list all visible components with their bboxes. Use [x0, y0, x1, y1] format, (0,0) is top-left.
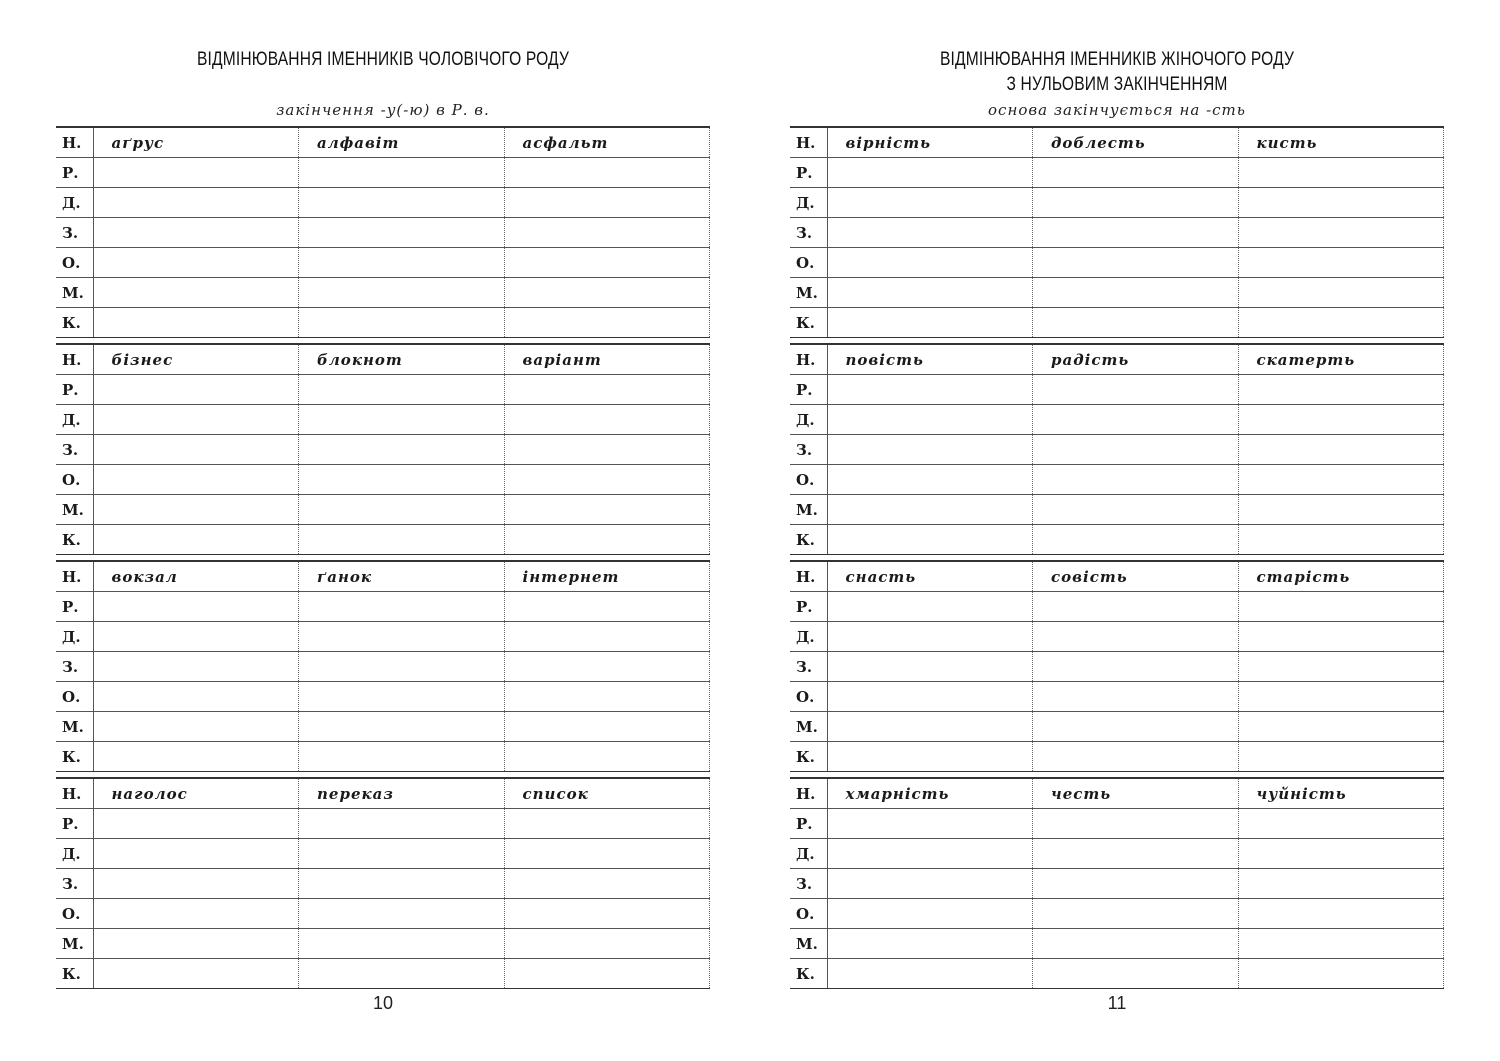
answer-cell[interactable] — [827, 188, 1033, 218]
answer-cell[interactable] — [1033, 495, 1239, 525]
answer-cell[interactable] — [1033, 839, 1239, 869]
case-row — [790, 809, 1444, 839]
case-label: Н. — [790, 561, 827, 592]
case-row — [790, 344, 1444, 375]
answer-cell[interactable] — [827, 899, 1033, 929]
answer-cell[interactable] — [93, 959, 299, 989]
case-label: О. — [790, 465, 827, 495]
answer-cell[interactable] — [504, 652, 710, 682]
answer-cell[interactable] — [299, 158, 505, 188]
case-row — [790, 435, 1444, 465]
answer-cell[interactable] — [93, 278, 299, 308]
left-page — [56, 0, 710, 1061]
case-label: О. — [56, 248, 93, 278]
answer-cell[interactable] — [299, 592, 505, 622]
page-title-line-2: З НУЛЬОВИМ ЗАКІНЧЕННЯМ — [1006, 74, 1228, 95]
answer-cell[interactable] — [1238, 959, 1444, 989]
noun-headword: совість — [1033, 561, 1239, 592]
answer-cell[interactable] — [1238, 682, 1444, 712]
case-label: Р. — [790, 592, 827, 622]
case-label: Д. — [56, 622, 93, 652]
answer-cell[interactable] — [504, 592, 710, 622]
answer-cell[interactable] — [93, 435, 299, 465]
answer-cell[interactable] — [1033, 525, 1239, 555]
answer-cell[interactable] — [299, 435, 505, 465]
case-label: Н. — [56, 778, 93, 809]
answer-cell[interactable] — [1238, 495, 1444, 525]
answer-cell[interactable] — [93, 308, 299, 338]
answer-cell[interactable] — [827, 405, 1033, 435]
answer-cell[interactable] — [1238, 218, 1444, 248]
answer-cell[interactable] — [1033, 218, 1239, 248]
answer-cell[interactable] — [1033, 158, 1239, 188]
case-row — [56, 435, 710, 465]
case-row — [790, 158, 1444, 188]
noun-headword: алфавіт — [299, 127, 505, 158]
answer-cell[interactable] — [827, 525, 1033, 555]
noun-headword: наголос — [93, 778, 299, 809]
case-row — [790, 278, 1444, 308]
answer-cell[interactable] — [1033, 652, 1239, 682]
answer-cell[interactable] — [299, 839, 505, 869]
noun-headword: асфальт — [504, 127, 710, 158]
case-label: Р. — [790, 375, 827, 405]
answer-cell[interactable] — [827, 465, 1033, 495]
case-label: О. — [790, 899, 827, 929]
answer-cell[interactable] — [299, 405, 505, 435]
answer-cell[interactable] — [504, 712, 710, 742]
answer-cell[interactable] — [1033, 188, 1239, 218]
answer-cell[interactable] — [1033, 592, 1239, 622]
declension-table — [790, 126, 1444, 338]
answer-cell[interactable] — [504, 809, 710, 839]
case-row — [790, 525, 1444, 555]
noun-headword: аґрус — [93, 127, 299, 158]
answer-cell[interactable] — [504, 308, 710, 338]
answer-cell[interactable] — [504, 465, 710, 495]
answer-cell[interactable] — [504, 742, 710, 772]
answer-cell[interactable] — [504, 495, 710, 525]
case-row — [56, 959, 710, 989]
answer-cell[interactable] — [93, 592, 299, 622]
answer-cell[interactable] — [504, 682, 710, 712]
case-row — [56, 278, 710, 308]
answer-cell[interactable] — [1033, 899, 1239, 929]
case-label: Д. — [790, 405, 827, 435]
case-label: О. — [56, 899, 93, 929]
noun-headword: інтернет — [504, 561, 710, 592]
case-label: К. — [790, 742, 827, 772]
case-row — [56, 622, 710, 652]
answer-cell[interactable] — [93, 929, 299, 959]
answer-cell[interactable] — [299, 652, 505, 682]
case-label: М. — [790, 712, 827, 742]
case-row — [56, 809, 710, 839]
answer-cell[interactable] — [1033, 869, 1239, 899]
page-number: 10 — [372, 993, 394, 1013]
answer-cell[interactable] — [1238, 248, 1444, 278]
case-row — [790, 869, 1444, 899]
answer-cell[interactable] — [504, 435, 710, 465]
answer-cell[interactable] — [299, 375, 505, 405]
case-label: М. — [790, 929, 827, 959]
answer-cell[interactable] — [827, 248, 1033, 278]
answer-cell[interactable] — [93, 248, 299, 278]
answer-cell[interactable] — [504, 899, 710, 929]
case-row — [790, 561, 1444, 592]
case-label: М. — [56, 278, 93, 308]
answer-cell[interactable] — [299, 959, 505, 989]
answer-cell[interactable] — [504, 525, 710, 555]
noun-headword: снасть — [827, 561, 1033, 592]
case-row — [790, 218, 1444, 248]
case-row — [790, 712, 1444, 742]
answer-cell[interactable] — [827, 375, 1033, 405]
declension-table — [790, 343, 1444, 555]
answer-cell[interactable] — [93, 712, 299, 742]
case-row — [56, 375, 710, 405]
case-label: К. — [56, 525, 93, 555]
case-label: Р. — [790, 809, 827, 839]
case-row — [790, 127, 1444, 158]
case-label: Р. — [56, 592, 93, 622]
case-label: О. — [56, 465, 93, 495]
answer-cell[interactable] — [827, 278, 1033, 308]
case-row — [790, 308, 1444, 338]
answer-cell[interactable] — [1033, 465, 1239, 495]
answer-cell[interactable] — [1238, 839, 1444, 869]
answer-cell[interactable] — [93, 495, 299, 525]
case-row — [56, 652, 710, 682]
case-row — [56, 188, 710, 218]
answer-cell[interactable] — [1033, 712, 1239, 742]
answer-cell[interactable] — [504, 218, 710, 248]
case-row — [56, 465, 710, 495]
case-row — [56, 158, 710, 188]
case-label: М. — [790, 495, 827, 525]
noun-headword: переказ — [299, 778, 505, 809]
case-label: К. — [56, 308, 93, 338]
answer-cell[interactable] — [827, 839, 1033, 869]
noun-headword: список — [504, 778, 710, 809]
case-label: Р. — [56, 375, 93, 405]
noun-headword: ґанок — [299, 561, 505, 592]
answer-cell[interactable] — [299, 278, 505, 308]
case-row — [790, 899, 1444, 929]
noun-headword: вірність — [827, 127, 1033, 158]
answer-cell[interactable] — [1033, 308, 1239, 338]
answer-cell[interactable] — [1033, 742, 1239, 772]
case-row — [790, 929, 1444, 959]
answer-cell[interactable] — [299, 742, 505, 772]
page-number: 11 — [1107, 993, 1127, 1013]
case-label: Р. — [56, 809, 93, 839]
case-label: Р. — [56, 158, 93, 188]
noun-headword: старість — [1238, 561, 1444, 592]
answer-cell[interactable] — [93, 375, 299, 405]
case-row — [790, 622, 1444, 652]
answer-cell[interactable] — [827, 622, 1033, 652]
answer-cell[interactable] — [1238, 308, 1444, 338]
answer-cell[interactable] — [93, 465, 299, 495]
case-label: Д. — [56, 839, 93, 869]
answer-cell[interactable] — [827, 435, 1033, 465]
case-label: Р. — [790, 158, 827, 188]
answer-cell[interactable] — [504, 839, 710, 869]
answer-cell[interactable] — [93, 218, 299, 248]
case-row — [790, 839, 1444, 869]
case-row — [790, 405, 1444, 435]
answer-cell[interactable] — [827, 218, 1033, 248]
answer-cell[interactable] — [299, 525, 505, 555]
case-row — [790, 742, 1444, 772]
case-row — [790, 495, 1444, 525]
case-row — [56, 344, 710, 375]
answer-cell[interactable] — [1033, 622, 1239, 652]
case-row — [56, 495, 710, 525]
noun-headword: бізнес — [93, 344, 299, 375]
answer-cell[interactable] — [827, 158, 1033, 188]
answer-cell[interactable] — [504, 869, 710, 899]
answer-cell[interactable] — [504, 929, 710, 959]
noun-headword: хмарність — [827, 778, 1033, 809]
case-label: К. — [56, 742, 93, 772]
case-row — [790, 682, 1444, 712]
answer-cell[interactable] — [1238, 405, 1444, 435]
answer-cell[interactable] — [1033, 809, 1239, 839]
page-subtitle: основа закінчується на -сть — [988, 101, 1246, 119]
case-row — [790, 248, 1444, 278]
case-label: М. — [56, 495, 93, 525]
answer-cell[interactable] — [93, 839, 299, 869]
case-row — [56, 218, 710, 248]
right-page — [790, 0, 1444, 1061]
answer-cell[interactable] — [1238, 929, 1444, 959]
declension-table — [790, 777, 1444, 989]
answer-cell[interactable] — [827, 308, 1033, 338]
answer-cell[interactable] — [827, 869, 1033, 899]
case-row — [56, 742, 710, 772]
answer-cell[interactable] — [1033, 959, 1239, 989]
answer-cell[interactable] — [93, 742, 299, 772]
case-row — [56, 525, 710, 555]
answer-cell[interactable] — [1238, 278, 1444, 308]
answer-cell[interactable] — [299, 929, 505, 959]
case-label: М. — [56, 929, 93, 959]
noun-headword: блокнот — [299, 344, 505, 375]
case-row — [790, 652, 1444, 682]
noun-headword: честь — [1033, 778, 1239, 809]
answer-cell[interactable] — [1238, 435, 1444, 465]
case-row — [790, 778, 1444, 809]
answer-cell[interactable] — [1238, 375, 1444, 405]
answer-cell[interactable] — [1033, 278, 1239, 308]
case-row — [56, 592, 710, 622]
case-label: К. — [790, 308, 827, 338]
declension-tables — [56, 126, 710, 994]
answer-cell[interactable] — [93, 652, 299, 682]
case-row — [790, 592, 1444, 622]
answer-cell[interactable] — [504, 248, 710, 278]
case-label: Н. — [56, 561, 93, 592]
answer-cell[interactable] — [1238, 742, 1444, 772]
declension-table — [56, 126, 710, 338]
case-row — [56, 839, 710, 869]
case-label: Д. — [790, 839, 827, 869]
answer-cell[interactable] — [504, 405, 710, 435]
answer-cell[interactable] — [93, 622, 299, 652]
case-label: Д. — [790, 622, 827, 652]
answer-cell[interactable] — [504, 278, 710, 308]
case-label: О. — [790, 682, 827, 712]
answer-cell[interactable] — [1238, 899, 1444, 929]
case-label: З. — [790, 869, 827, 899]
answer-cell[interactable] — [827, 712, 1033, 742]
noun-headword: вокзал — [93, 561, 299, 592]
answer-cell[interactable] — [1238, 592, 1444, 622]
answer-cell[interactable] — [1238, 158, 1444, 188]
answer-cell[interactable] — [1238, 869, 1444, 899]
answer-cell[interactable] — [1033, 929, 1239, 959]
answer-cell[interactable] — [299, 622, 505, 652]
case-label: Н. — [790, 344, 827, 375]
answer-cell[interactable] — [1238, 465, 1444, 495]
answer-cell[interactable] — [93, 809, 299, 839]
case-label: Н. — [56, 344, 93, 375]
answer-cell[interactable] — [93, 899, 299, 929]
answer-cell[interactable] — [1238, 712, 1444, 742]
answer-cell[interactable] — [504, 188, 710, 218]
noun-headword: кисть — [1238, 127, 1444, 158]
answer-cell[interactable] — [93, 158, 299, 188]
answer-cell[interactable] — [1238, 525, 1444, 555]
case-row — [790, 959, 1444, 989]
answer-cell[interactable] — [1238, 622, 1444, 652]
noun-headword: варіант — [504, 344, 710, 375]
answer-cell[interactable] — [1238, 188, 1444, 218]
case-label: К. — [790, 959, 827, 989]
answer-cell[interactable] — [299, 308, 505, 338]
case-label: Д. — [790, 188, 827, 218]
answer-cell[interactable] — [827, 742, 1033, 772]
case-row — [56, 899, 710, 929]
case-label: З. — [56, 652, 93, 682]
declension-table — [56, 777, 710, 989]
page-title-line-1: ВІДМІНЮВАННЯ ІМЕННИКІВ ЖІНОЧОГО РОДУ — [939, 49, 1295, 70]
case-label: О. — [790, 248, 827, 278]
answer-cell[interactable] — [299, 682, 505, 712]
answer-cell[interactable] — [504, 622, 710, 652]
case-row — [56, 869, 710, 899]
case-row — [56, 929, 710, 959]
answer-cell[interactable] — [1033, 248, 1239, 278]
declension-table — [56, 343, 710, 555]
page-subtitle: закінчення -у(-ю) в Р. в. — [276, 101, 490, 119]
answer-cell[interactable] — [93, 405, 299, 435]
answer-cell[interactable] — [1033, 405, 1239, 435]
case-label: З. — [56, 218, 93, 248]
answer-cell[interactable] — [299, 248, 505, 278]
answer-cell[interactable] — [299, 495, 505, 525]
noun-headword: повість — [827, 344, 1033, 375]
answer-cell[interactable] — [1033, 435, 1239, 465]
case-row — [56, 712, 710, 742]
declension-table — [790, 560, 1444, 772]
declension-tables — [790, 126, 1444, 994]
answer-cell[interactable] — [1238, 809, 1444, 839]
case-row — [56, 308, 710, 338]
case-label: Н. — [56, 127, 93, 158]
answer-cell[interactable] — [504, 158, 710, 188]
case-row — [56, 127, 710, 158]
noun-headword: доблесть — [1033, 127, 1239, 158]
case-label: Д. — [56, 188, 93, 218]
answer-cell[interactable] — [93, 869, 299, 899]
case-label: К. — [790, 525, 827, 555]
case-label: О. — [56, 682, 93, 712]
page-title: ВІДМІНЮВАННЯ ІМЕННИКІВ ЧОЛОВІЧОГО РОДУ — [196, 49, 570, 70]
case-label: З. — [790, 435, 827, 465]
case-label: З. — [790, 652, 827, 682]
case-label: К. — [56, 959, 93, 989]
answer-cell[interactable] — [1033, 375, 1239, 405]
case-row — [56, 248, 710, 278]
noun-headword: скатерть — [1238, 344, 1444, 375]
case-row — [790, 465, 1444, 495]
answer-cell[interactable] — [299, 712, 505, 742]
noun-headword: радість — [1033, 344, 1239, 375]
answer-cell[interactable] — [827, 682, 1033, 712]
case-label: З. — [56, 869, 93, 899]
case-row — [56, 405, 710, 435]
case-row — [790, 188, 1444, 218]
case-label: Н. — [790, 127, 827, 158]
case-label: Д. — [56, 405, 93, 435]
case-label: М. — [790, 278, 827, 308]
answer-cell[interactable] — [827, 495, 1033, 525]
answer-cell[interactable] — [299, 465, 505, 495]
answer-cell[interactable] — [299, 188, 505, 218]
answer-cell[interactable] — [827, 959, 1033, 989]
case-label: Н. — [790, 778, 827, 809]
answer-cell[interactable] — [827, 809, 1033, 839]
answer-cell[interactable] — [93, 682, 299, 712]
case-label: М. — [56, 712, 93, 742]
noun-headword: чуйність — [1238, 778, 1444, 809]
answer-cell[interactable] — [504, 959, 710, 989]
answer-cell[interactable] — [827, 592, 1033, 622]
answer-cell[interactable] — [827, 652, 1033, 682]
answer-cell[interactable] — [299, 218, 505, 248]
answer-cell[interactable] — [827, 929, 1033, 959]
case-row — [56, 561, 710, 592]
declension-table — [56, 560, 710, 772]
answer-cell[interactable] — [299, 869, 505, 899]
case-row — [790, 375, 1444, 405]
answer-cell[interactable] — [299, 899, 505, 929]
case-row — [56, 778, 710, 809]
answer-cell[interactable] — [93, 525, 299, 555]
answer-cell[interactable] — [93, 188, 299, 218]
answer-cell[interactable] — [504, 375, 710, 405]
answer-cell[interactable] — [1238, 652, 1444, 682]
answer-cell[interactable] — [299, 809, 505, 839]
case-row — [56, 682, 710, 712]
case-label: З. — [790, 218, 827, 248]
answer-cell[interactable] — [1033, 682, 1239, 712]
case-label: З. — [56, 435, 93, 465]
